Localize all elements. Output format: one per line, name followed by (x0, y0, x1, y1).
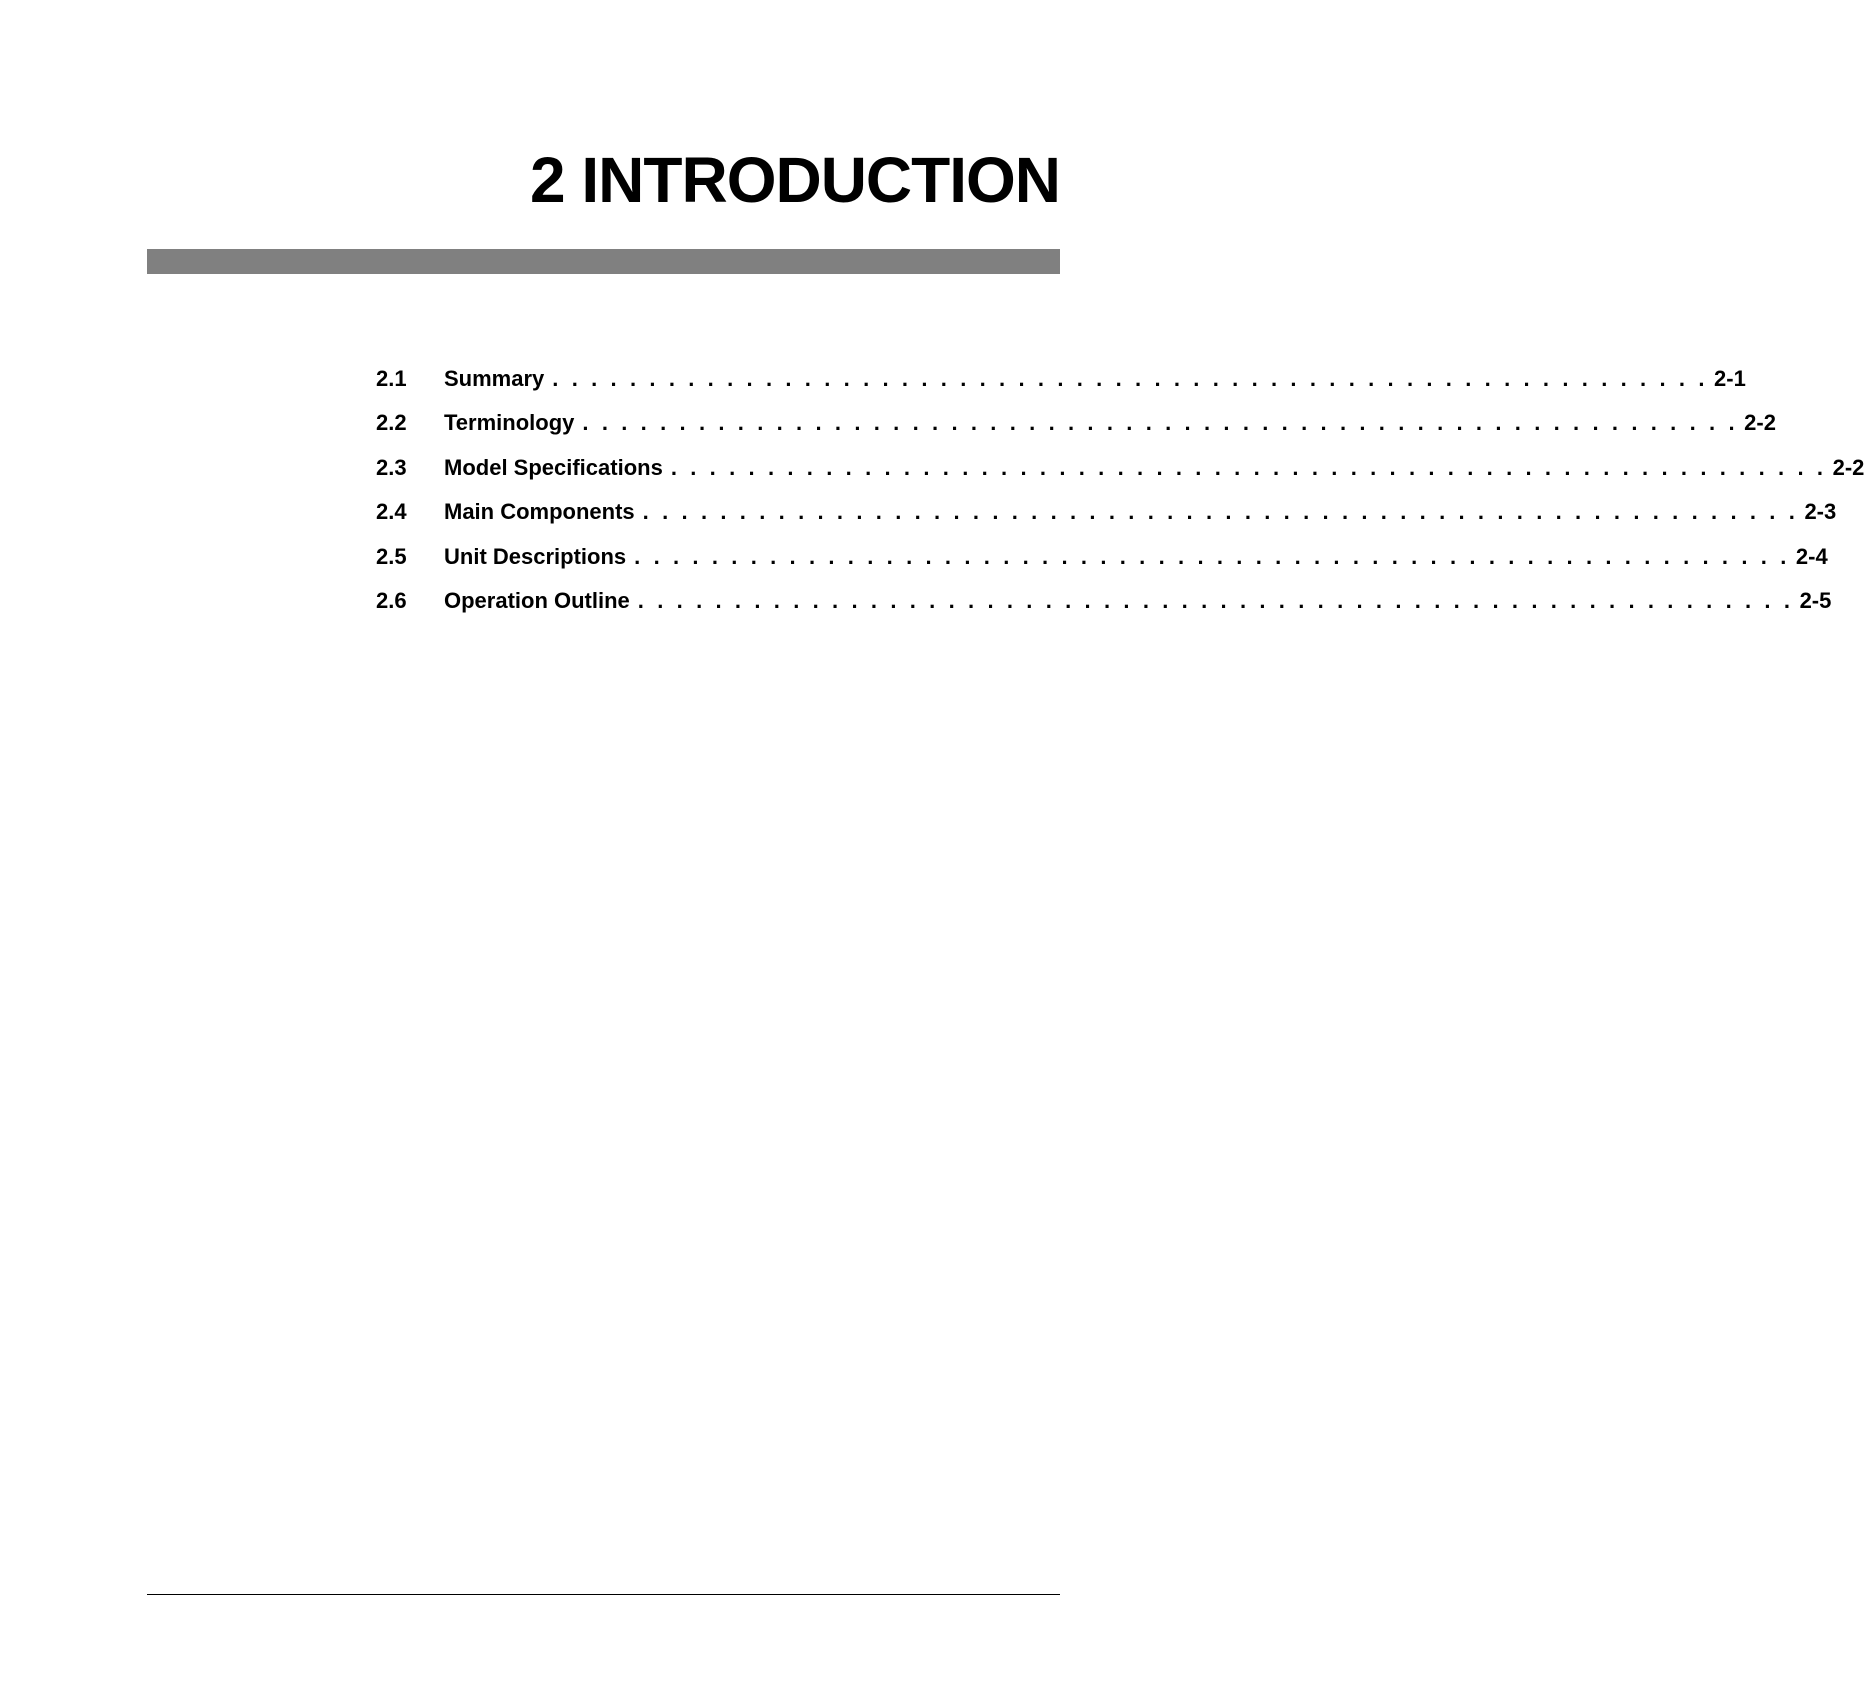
toc-entry-page: 2-3 (1804, 499, 1837, 525)
toc-entry-main-components[interactable] (376, 499, 1837, 543)
toc-dot-leader: . . . . . . . . . . . . . . . . . . . . . . . . . . . . . . . . . . . . . . . . . . . . . . . . . . . . . . . . . . . . (634, 543, 1790, 569)
toc-entry-number: 2.1 (376, 366, 407, 391)
toc-entry-number: 2.5 (376, 543, 407, 569)
toc-entry-page: 2-1 (1714, 366, 1746, 391)
toc-entry-number: 2.3 (376, 454, 407, 480)
toc-entry-page: 2-2 (1832, 454, 1864, 480)
chapter-title-bar (147, 249, 1060, 274)
toc-entry-summary[interactable] (376, 366, 1746, 410)
toc-entry-label: Unit Descriptions (444, 543, 627, 569)
toc-dot-leader: . . . . . . . . . . . . . . . . . . . . . . . . . . . . . . . . . . . . . . . . . . . . . . . . . . . . . . . . . . . . (552, 366, 1709, 391)
toc-entry-page: 2-5 (1799, 587, 1832, 613)
toc-dot-leader: . . . . . . . . . . . . . . . . . . . . . . . . . . . . . . . . . . . . . . . . . . . . . . . . . . . . . . . . . . . . (642, 499, 1799, 525)
toc-entry-page: 2-4 (1795, 543, 1828, 569)
toc-entry-operation-outline[interactable] (376, 587, 1832, 632)
toc-dot-leader: . . . . . . . . . . . . . . . . . . . . . . . . . . . . . . . . . . . . . . . . . . . . . . . . . . . . . . . . . . . . (582, 410, 1739, 436)
toc-entry-label: Main Components (444, 499, 635, 525)
toc-dot-leader: . . . . . . . . . . . . . . . . . . . . . . . . . . . . . . . . . . . . . . . . . . . . . . . . . . . . . . . . . . . . (670, 454, 1827, 480)
chapter-title: 2 INTRODUCTION (530, 144, 1060, 216)
toc-entry-number: 2.6 (376, 587, 407, 613)
toc-entry-number: 2.2 (376, 410, 407, 436)
toc-entry-number: 2.4 (376, 499, 407, 525)
footer-rule (147, 1594, 1060, 1595)
toc-entry-unit-descriptions[interactable] (376, 543, 1828, 588)
toc-dot-leader: . . . . . . . . . . . . . . . . . . . . . . . . . . . . . . . . . . . . . . . . . . . . . . . . . . . . . . . . . . . . (637, 587, 1794, 613)
toc-entry-label: Terminology (444, 410, 575, 436)
toc-entry-terminology[interactable] (376, 410, 1776, 454)
toc-entry-page: 2-2 (1744, 410, 1776, 436)
toc-entry-label: Model Specifications (444, 454, 663, 480)
toc-entry-label: Operation Outline (444, 587, 630, 613)
table-of-contents (376, 366, 1864, 632)
toc-entry-model-specifications[interactable] (376, 454, 1864, 499)
toc-entry-label: Summary (444, 366, 545, 391)
